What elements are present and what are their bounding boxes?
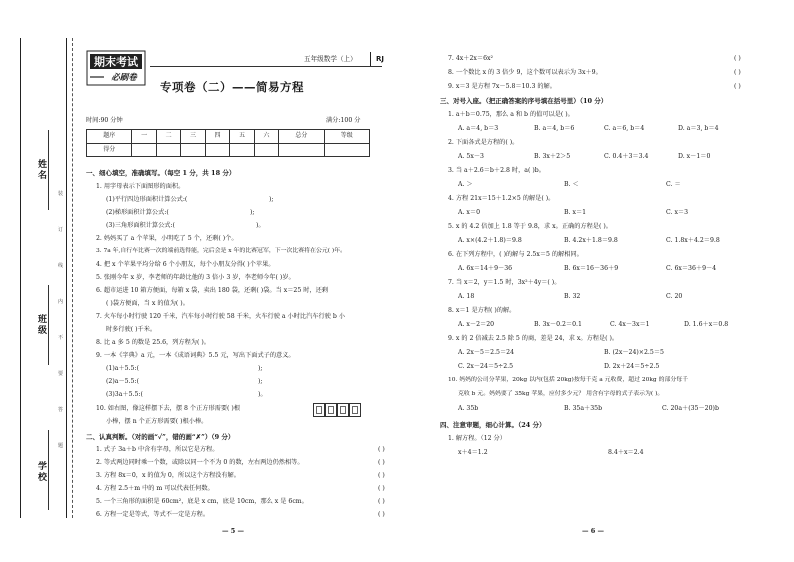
score-input-cell[interactable] [279,143,324,157]
answer-paren[interactable]: ( ) [378,459,385,466]
equation-2: 8.4＋x＝2.4 [608,449,644,456]
choice-2-option-c[interactable]: C. 0.4＋3＝3.4 [604,153,649,160]
answer-paren[interactable]: ( ) [734,55,741,62]
choice-2-option-b[interactable]: B. 3x＋2＞5 [534,153,571,160]
choice-4: 4. 方程 21x＝15＋1.2×5 的解是( )。 [448,195,555,202]
exam-time: 时间:90 分钟 [86,117,123,124]
question-10-line-2: 小棒，摆 n 个正方形需要( )根小棒。 [106,418,208,425]
binding-mark-1: 装 [58,191,64,197]
choice-1: 1. a＋b＝0.75，那么 a 和 b 的值可以是( )。 [448,111,574,118]
square-shape [325,403,337,417]
choice-2-option-d[interactable]: D. x－1＝0 [678,153,711,160]
binding-mark-5: 不 [58,335,64,341]
square-shape [337,403,349,417]
choice-7-option-a[interactable]: A. 18 [458,293,475,300]
question-9-1: (1)a＋5.5:( [106,365,139,372]
section-4-title: 四、注意审题，细心计算。（24 分） [440,421,546,429]
binding-dash-line [72,38,73,518]
score-cell: 六 [254,130,278,144]
binding-school-label: 学校 [37,462,47,483]
score-cell: 四 [205,130,229,144]
exam-score: 满分:100 分 [326,117,361,124]
score-cell: 五 [230,130,254,144]
score-table-header-row [87,130,370,144]
choice-9-option-a[interactable]: A. 2x－5＝2.5＝24 [458,349,515,356]
score-input-cell[interactable] [324,143,369,157]
question-2: 2. 妈妈买了 a 个苹果，小明吃了 5 个，还剩( )个。 [96,235,238,242]
question-7-line-2: 时多行驶( )千米。 [106,326,157,333]
course-label: 五年级数学（上） [304,55,357,63]
choice-8-option-a[interactable]: A. x－2＝20 [458,321,495,328]
section-2-title: 二、认真判断。（对的画“✓”，错的画“✗”）（9 分） [86,433,235,441]
question-1-3-close: )。 [256,222,265,229]
binding-mark-3: 线 [58,263,64,269]
choice-10-line-2: 克收 b 元。妈妈要了 35kg 苹果，应付多少元？ 用含有字母的式子表示为( )。 [458,391,664,397]
choice-6: 6. 在下列方程中，( )的解与 2.5x＝5 的解相同。 [448,251,583,258]
choice-8-option-c[interactable]: C. 4x－3x＝1 [610,321,650,328]
binding-mark-2: 订 [58,227,64,233]
question-4: 4. 把 x 个苹果平均分给 6 个小朋友，每个小朋友分得( )个苹果。 [96,261,275,268]
choice-1-option-a[interactable]: A. a＝4, b＝3 [458,125,499,132]
score-cell: 等级 [324,130,369,144]
question-9-3: (3)3a＋5.5:( [106,391,143,398]
square-shape [313,403,325,417]
question-1-3: (3)三角形面积计算公式:( [106,222,175,229]
judge-7: 7. 4x＋2x＝6x² [448,55,494,62]
score-table-score-row [87,143,370,157]
score-cell: 总分 [279,130,324,144]
question-9-3-close: )。 [258,391,267,398]
judge-5: 5. 一个三角形的面积是 60cm²，底是 x cm，底是 10cm，那么 x 是 6cm。 [96,498,308,505]
question-8: 8. 比 a 多 5 的数是 25.6，列方程为( )。 [96,339,210,346]
score-input-cell[interactable] [132,143,156,157]
question-1: 1. 用字母表示下面图形的面积。 [96,183,185,190]
score-cell: 题序 [87,130,132,144]
answer-paren[interactable]: ( ) [378,472,385,479]
choice-10-option-c[interactable]: C. 20a＋(35－20)b [662,405,719,412]
judge-1: 1. 式子 3a＋b 中含有字母，所以它是方程。 [96,446,219,453]
choice-1-option-d[interactable]: D. a＝3, b＝4 [678,125,719,132]
question-1-1: (1)平行四边形面积计算公式:( [106,196,188,203]
binding-line-outer [20,38,21,518]
binding-class-line [48,285,49,365]
square-shape [349,403,361,417]
question-5: 5. 张刚今年 x 岁，李老师的年龄比他的 3 倍小 3 岁，李老师今年( )岁。 [96,274,295,281]
score-input-cell[interactable] [156,143,180,157]
edition-label: RJ [376,55,384,63]
choice-2-option-a[interactable]: A. 5x－3 [458,153,484,160]
binding-mark-6: 要 [58,371,64,377]
answer-paren[interactable]: ( ) [734,83,741,90]
score-cell: 得分 [87,143,132,157]
choice-9-option-c[interactable]: C. 2x－24＝5÷2.5 [458,363,514,370]
question-9-2: (2)a－5.5:( [106,378,139,385]
judge-6: 6. 方程一定是等式，等式不一定是方程。 [96,511,210,518]
binding-mark-8: 题 [58,443,64,449]
score-cell: 二 [156,130,180,144]
choice-8: 8. x＝1 是方程( )的解。 [448,307,516,314]
choice-8-option-b[interactable]: B. 3x－0.2＝0.1 [534,321,582,328]
brand-logo [86,50,146,86]
page-title: 专项卷（二）——简易方程 [160,80,304,94]
judge-8: 8. 一个数比 x 的 3 倍少 9，这个数可以表示为 3x＋9。 [448,69,602,76]
choice-5-option-c[interactable]: C. 1.8x＋4.2＝9.8 [666,237,720,244]
question-7-line-1: 7. 火车每小时行驶 120 千米，汽车每小时行驶 58 千米，火车行驶 a 小时比汽车行驶 b 小 [96,313,345,320]
score-cell: 一 [132,130,156,144]
choice-5: 5. x 的 4.2 倍加上 1.8 等于 9.8，求 x。正确的方程是( )。 [448,223,612,230]
equation-1: x＋4＝1.2 [458,449,488,456]
binding-class-label: 班级 [37,315,47,336]
score-input-cell[interactable] [181,143,205,157]
choice-3: 3. 当 a＋2.6＝b＋2.8 时，a( )b。 [448,167,545,174]
score-input-cell[interactable] [254,143,278,157]
choice-9-option-b[interactable]: B. (2x－24)×2.5＝5 [604,349,664,356]
judge-3: 3. 方程 8x＝0，x 的值为 0，所以这个方程没有解。 [96,472,240,479]
choice-3-option-c[interactable]: C. ＝ [666,181,681,188]
score-input-cell[interactable] [205,143,229,157]
score-table [86,129,370,157]
logo-main-text: 期末考试 [94,55,138,69]
binding-name-line [48,130,49,210]
choice-4-option-a[interactable]: A. x＝0 [458,209,481,216]
choice-9-option-d[interactable]: D. 2x＋24＝5÷2.5 [604,363,660,370]
binding-school-line [48,430,49,510]
choice-5-option-a[interactable]: A. x×(4.2＋1.8)＝9.8 [458,237,522,244]
answer-paren[interactable]: ( ) [378,485,385,492]
binding-mark-4: 内 [58,299,64,305]
question-9: 9. 一本《字典》a 元，一本《成语词典》5.5 元，写出下面式子的意义。 [96,352,295,359]
question-1-2: (2)梯形面积计算公式:( [106,209,169,216]
choice-2: 2. 下面各式是方程的( )。 [448,139,519,146]
judge-9: 9. x＝3 是方程 7x－5.8＝10.3 的解。 [448,83,556,90]
answer-paren[interactable]: ( ) [378,511,385,518]
answer-paren[interactable]: ( ) [378,446,385,453]
choice-7-option-c[interactable]: C. 20 [666,293,683,300]
binding-name-label: 姓名 [37,160,47,181]
logo-graphic [86,50,146,86]
choice-6-option-a[interactable]: A. 6x＝14＋9－36 [458,265,513,272]
choice-3-option-a[interactable]: A. ＞ [458,181,473,188]
choice-10-line-1: 10. 妈妈的公司分苹果，20kg 以内(包括 20kg)按每千克 a 元收费，超过 20kg 的部分每千 [448,377,689,383]
choice-8-option-d[interactable]: D. 1.6＋x＝0.8 [684,321,729,328]
score-cell: 三 [181,130,205,144]
score-input-cell[interactable] [230,143,254,157]
choice-4-option-b[interactable]: B. x＝1 [564,209,587,216]
choice-3-option-b[interactable]: B. ＜ [564,181,579,188]
problem-1: 1. 解方程。（12 分） [448,435,506,442]
page-number-left: — 5 — [222,527,245,535]
question-3: 3. 7a 年,自行车比赛一次的端前选得能，完后会是 x 年的比赛冠军，下一次比赛将在公元( )年。 [96,248,346,254]
question-1-2-close: ); [250,209,255,216]
answer-paren[interactable]: ( ) [734,69,741,76]
question-1-1-close: ); [269,196,274,203]
choice-7: 7. 当 x＝2，y＝1.5 时，3x²＋4y＝( )。 [448,279,561,286]
choice-5-option-b[interactable]: B. 4.2x＋1.8＝9.8 [564,237,618,244]
judge-2: 2. 等式两边同时乘一个数，或除以同一个不为 0 的数，左右两边仍然相等。 [96,459,304,466]
choice-6-option-c[interactable]: C. 6x＝36＋9－4 [666,265,717,272]
section-1-title: 一、细心填空，准确填写。（每空 1 分，共 18 分） [86,169,236,177]
binding-mark-7: 答 [58,407,64,413]
logo-sub-text: 必刷卷 [111,73,137,83]
choice-10-option-a[interactable]: A. 35b [458,405,479,412]
section-3-title: 三、对号入座。（把正确答案的序号填在括号里）（10 分） [440,97,608,105]
page-number-right: — 6 — [582,527,605,535]
choice-4-option-c[interactable]: C. x＝3 [666,209,689,216]
choice-7-option-b[interactable]: B. 32 [564,293,581,300]
answer-paren[interactable]: ( ) [378,498,385,505]
choice-9: 9. x 的 2 倍减去 2.5 除 5 的商，差是 24，求 x。方程是( )。 [448,335,619,342]
choice-6-option-b[interactable]: B. 6x＝16－36＋9 [564,265,619,272]
binding-line-inner [66,38,67,518]
question-6-line-2: ( )袋方便面，当 x 的值为( )。 [106,300,189,307]
judge-4: 4. 方程 2.5＋m 中的 m 可以代表任何数。 [96,485,214,492]
choice-1-option-b[interactable]: B. a＝4, b＝6 [534,125,575,132]
question-9-2-close: ); [258,378,263,385]
choice-1-option-c[interactable]: C. a＝6, b＝4 [604,125,645,132]
question-6-line-1: 6. 超市运进 10 箱方便面，每箱 x 袋，卖出 180 袋，还剩( )袋。当 x＝25 时，还剩 [96,287,328,294]
header-rule [150,66,382,67]
choice-10-option-b[interactable]: B. 35a＋35b [564,405,603,412]
question-10-line-1: 10. 如右图，像这样摆下去，摆 8 个正方形需要( )根 [96,405,241,412]
header-divider [370,52,371,66]
question-9-1-close: ); [258,365,263,372]
